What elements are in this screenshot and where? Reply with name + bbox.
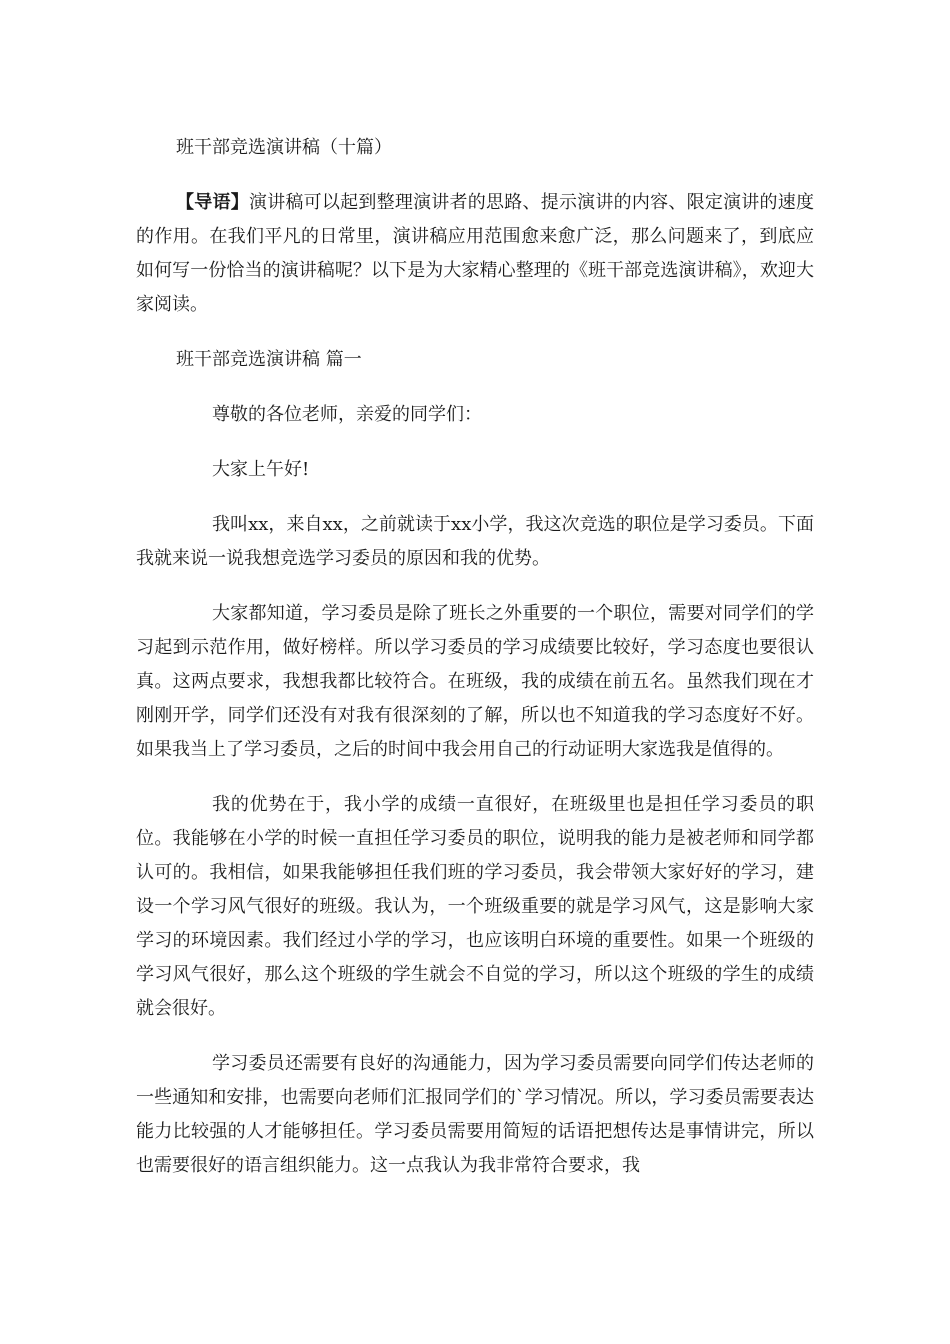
body-paragraph-2: 大家都知道，学习委员是除了班长之外重要的一个职位，需要对同学们的学习起到示范作用，做好榜样。所以学习委员的学习成绩要比较好，学习态度也要很认真。这两点要求，我想我都比较符合。在班级，我的成绩在前五名。虽然我们现在才刚刚开学，同学们还没有对我有很深刻的了解，所以也不知道我的学习态度好不好。如果我当上了学习委员，之后的时间中我会用自己的行动证明大家选我是值得的。 — [136, 603, 814, 760]
body-paragraph-1: 我叫xx，来自xx，之前就读于xx小学，我这次竞选的职位是学习委员。下面我就来说一说我想竞选学习委员的原因和我的优势。 — [136, 514, 814, 569]
greeting: 大家上午好! — [212, 459, 310, 480]
intro-text: 演讲稿可以起到整理演讲者的思路、提示演讲的内容、限定演讲的速度的作用。在我们平凡的日常里，演讲稿应用范围愈来愈广泛，那么问题来了，到底应如何写一份恰当的演讲稿呢？以下是为大家精心整理的《班干部竞选演讲稿》，欢迎大家阅读。 — [136, 192, 815, 315]
document-body — [136, 131, 814, 1183]
document-title: 班干部竞选演讲稿（十篇） — [176, 137, 392, 158]
salutation: 尊敬的各位老师，亲爱的同学们： — [212, 404, 482, 425]
intro-paragraph — [136, 186, 814, 322]
section-title: 班干部竞选演讲稿 篇一 — [176, 349, 362, 370]
intro-lead-label: 【导语】 — [176, 192, 249, 213]
body-paragraph-3: 我的优势在于，我小学的成绩一直很好，在班级里也是担任学习委员的职位。我能够在小学的时候一直担任学习委员的职位，说明我的能力是被老师和同学都认可的。我相信，如果我能够担任我们班的学习委员，我会带领大家好好的学习，建设一个学习风气很好的班级。我认为，一个班级重要的就是学习风气，这是影响大家学习的环境因素。我们经过小学的学习，也应该明白环境的重要性。如果一个班级的学习风气很好，那么这个班级的学生就会不自觉的学习，所以这个班级的学生的成绩就会很好。 — [136, 794, 814, 1019]
body-paragraph-4: 学习委员还需要有良好的沟通能力，因为学习委员需要向同学们传达老师的一些通知和安排，也需要向老师们汇报同学们的`学习情况。所以，学习委员需要表达能力比较强的人才能够担任。学习委员需要用简短的话语把想传达是事情讲完，所以也需要很好的语言组织能力。这一点我认为我非常符合要求，我 — [136, 1053, 814, 1176]
